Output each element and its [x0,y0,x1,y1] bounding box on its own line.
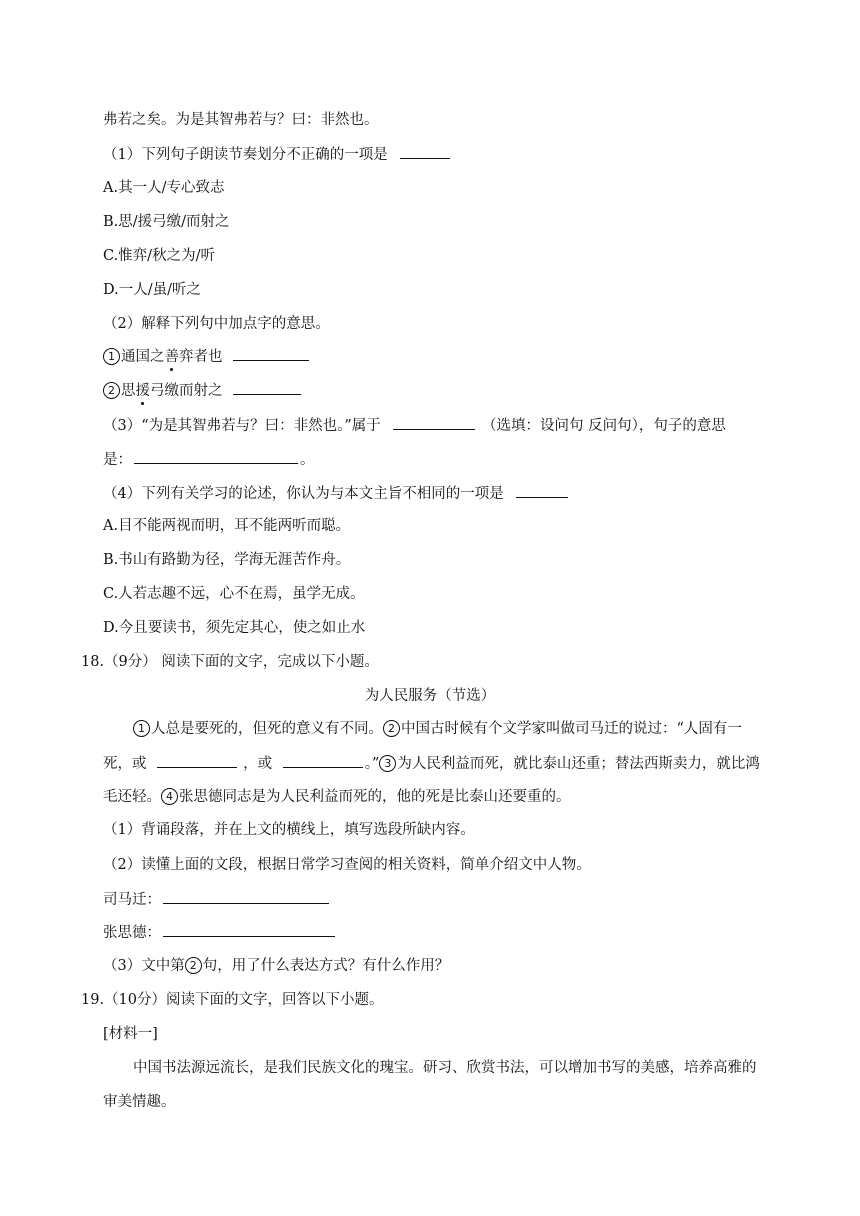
circled-number-4: 4 [161,788,178,805]
question-4-text: （4）下列有关学习的论述，你认为与本文主旨不相同的一项是 [103,486,504,502]
circled-number-2: 2 [103,382,120,399]
circled-number-3: 3 [379,755,396,772]
answer-blank[interactable] [134,449,298,464]
passage-text: 为人民利益而死，就比泰山还重；替法西斯卖力，就比鸿 [397,756,760,772]
question-3-cont [103,449,315,470]
answer-blank[interactable] [516,483,568,498]
passage-line: 弗若之矣。为是其智弗若与？曰：非然也。 [103,112,379,128]
material-text-line: 审美情趣。 [103,1094,176,1110]
material-label: [材料一] [103,1026,158,1042]
passage-text: 张思德同志是为人民利益而死的，他的死是比泰山还要重的。 [179,789,571,805]
question-18-3 [103,956,449,976]
answer-zhang-side [103,922,337,943]
answer-blank[interactable] [163,889,329,904]
item-text: 弈者也 [179,349,223,365]
answer-blank[interactable] [233,346,309,361]
passage-text: 毛还轻。 [103,789,161,805]
question-18-2: （2）读懂上面的文段，根据日常学习查阅的相关资料，简单介绍文中人物。 [103,857,591,873]
answer-blank[interactable] [283,753,363,768]
item-text: 思 [121,383,136,399]
option-d: D.今且要读书，须先定其心，使之如止水 [103,620,366,636]
dotted-character: 援 [135,383,150,399]
option-b: B.书山有路勤为径，学海无涯苦作舟。 [103,552,351,568]
answer-blank[interactable] [233,380,301,395]
question-text: 句，用了什么表达方式？有什么作用？ [202,958,450,974]
question-18-1: （1）背诵段落，并在上文的横线上，填写选段所缺内容。 [103,822,475,838]
question-3-text: 。 [300,452,315,468]
answer-sima-qian [103,889,331,910]
passage-paragraph-line [133,719,742,739]
answer-blank[interactable] [400,144,450,159]
question-2-item-2 [103,380,303,401]
question-1 [103,144,452,165]
option-c: C.惟弈/秋之为/听 [103,248,215,264]
question-2-item-1 [103,346,311,367]
passage-paragraph-line [103,753,760,774]
item-text: 通国之 [121,349,165,365]
passage-text: ，或 [243,756,273,772]
circled-number-1: 1 [133,720,150,737]
person-label: 张思德： [103,925,161,941]
question-3-text: （3）“为是其智弗若与？曰：非然也。”属于 [103,418,381,434]
passage-title: 为人民服务（节选） [364,688,496,704]
question-3-text: 是： [103,452,132,468]
answer-blank[interactable] [393,415,475,430]
option-a: A.其一人/专心致志 [103,180,225,196]
material-text-line: 中国书法源远流长，是我们民族文化的瑰宝。研习、欣赏书法，可以增加书写的美感，培养高雅的 [133,1060,757,1076]
option-b: B.思/援弓缴/而射之 [103,214,230,230]
dotted-character: 善 [164,349,179,365]
option-c: C.人若志趣不远，心不在焉，虽学无成。 [103,586,365,602]
question-1-text: （1）下列句子朗读节奏划分不正确的一项是 [103,147,388,163]
passage-text: 中国古时候有个文学家叫做司马迁的说过：“人固有一 [401,721,742,737]
question-3-text: （选填：设问句 反问句），句子的意思 [482,418,726,434]
person-label: 司马迁： [103,892,161,908]
question-4 [103,483,570,504]
passage-text: 。” [364,756,380,772]
question-text: （3）文中第 [103,958,185,974]
question-3 [103,415,777,436]
circled-number-2: 2 [383,720,400,737]
passage-text: 人总是要死的，但死的意义有不同。 [151,721,383,737]
circled-number-2: 2 [185,957,202,974]
section-19-heading: 19.（10分）阅读下面的文字，回答以下小题。 [81,992,384,1008]
answer-blank[interactable] [163,922,335,937]
option-d: D.一人/虽/听之 [103,282,201,298]
section-18-heading: 18.（9分） 阅读下面的文字，完成以下小题。 [81,654,379,670]
option-a: A.目不能两视而明，耳不能两听而聪。 [103,518,351,534]
circled-number-1: 1 [103,348,120,365]
item-text: 弓缴而射之 [150,383,223,399]
passage-paragraph-line [103,787,571,807]
question-2: （2）解释下列句中加点字的意思。 [103,316,330,332]
answer-blank[interactable] [157,753,237,768]
passage-text: 死，或 [103,756,147,772]
